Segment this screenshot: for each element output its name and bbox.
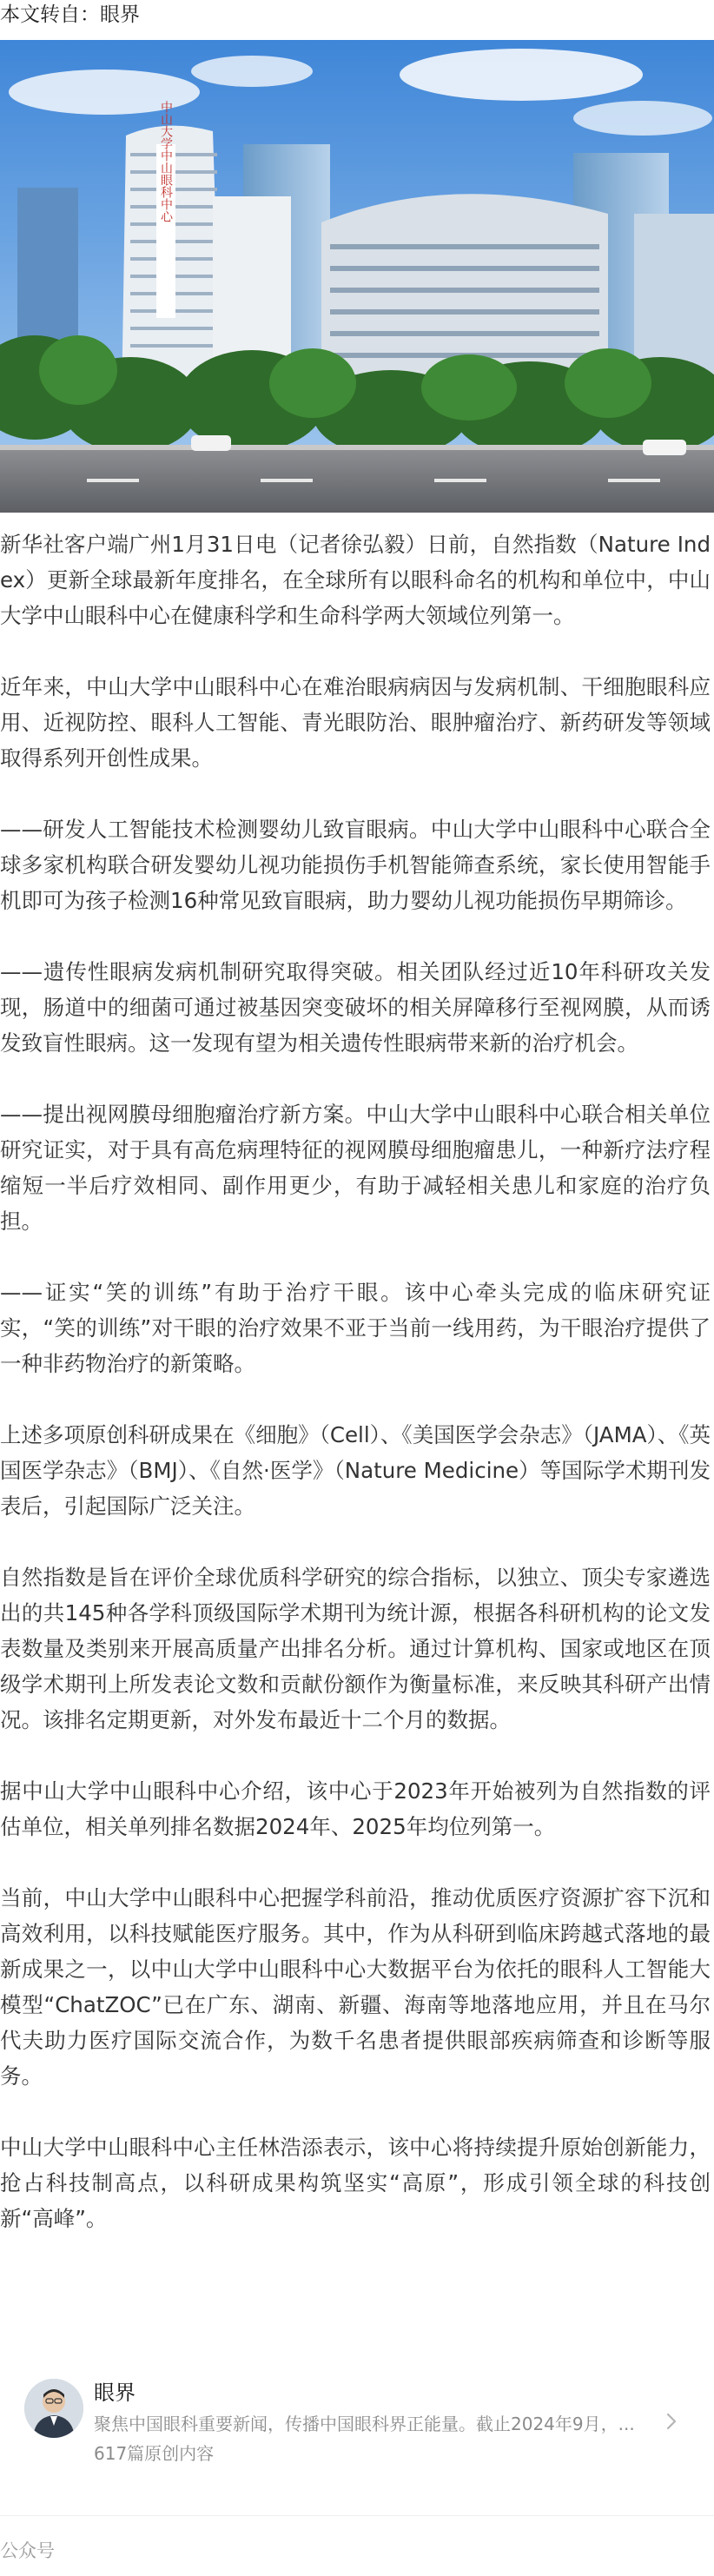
original-article-count: 617篇原创内容 bbox=[94, 2443, 215, 2464]
article-paragraph: ——提出视网膜母细胞瘤治疗新方案。中山大学中山眼科中心联合相关单位研究证实，对于具有高危病理特征的视网膜母细胞瘤患儿，一种新疗法疗程缩短一半后疗效相同、副作用更少，有助于减轻相关患儿和家庭的治疗负担。 bbox=[0, 1102, 711, 1234]
article-paragraph: 自然指数是旨在评价全球优质科学研究的综合指标，以独立、顶尖专家遴选出的共145种各学科顶级国际学术期刊为统计源，根据各科研机构的论文发表数量及类别来开展高质量产出排名分析。通过计算机构、国家或地区在顶级学术期刊上所发表论文数和贡献份额作为衡量标准，来反映其科研产出情况。该排名定期更新，对外发布最近十二个月的数据。 bbox=[0, 1565, 711, 1732]
article-paragraph: 近年来，中山大学中山眼科中心在难治眼病病因与发病机制、干细胞眼科应用、近视防控、眼科人工智能、青光眼防治、眼肿瘤治疗、新药研发等领域取得系列开创性成果。 bbox=[0, 674, 711, 771]
article-paragraph: ——遗传性眼病发病机制研究取得突破。相关团队经过近10年科研攻关发现，肠道中的细菌可通过被基因突变破坏的相关屏障移行至视网膜，从而诱发致盲性眼病。这一发现有望为相关遗传性眼病带来新的治疗机会。 bbox=[0, 959, 711, 1056]
divider bbox=[0, 2515, 714, 2516]
avatar bbox=[24, 2379, 83, 2438]
article-paragraph: 据中山大学中山眼科中心介绍，该中心于2023年开始被列为自然指数的评估单位，相关单列排名数据2024年、2025年均位列第一。 bbox=[0, 1778, 711, 1839]
account-name: 眼界 bbox=[94, 2381, 136, 2405]
account-description: 聚焦中国眼科重要新闻，传播中国眼科界正能量。截止2024年9月，... bbox=[94, 2414, 635, 2434]
chevron-right-icon[interactable] bbox=[662, 2412, 681, 2431]
article-body bbox=[0, 526, 711, 2272]
article-paragraph: ——研发人工智能技术检测婴幼儿致盲眼病。中山大学中山眼科中心联合全球多家机构联合研发婴幼儿视功能损伤手机智能筛查系统，家长使用智能手机即可为孩子检测16种常见致盲眼病，助力婴幼儿视功能损伤早期筛诊。 bbox=[0, 817, 711, 913]
article-paragraph: 当前，中山大学中山眼科中心把握学科前沿，推动优质医疗资源扩容下沉和高效利用，以科技赋能医疗服务。其中，作为从科研到临床跨越式落地的最新成果之一，以中山大学中山眼科中心大数据平台为依托的眼科人工智能大模型“ChatZOC”已在广东、湖南、新疆、海南等地落地应用，并且在马尔代夫助力医疗国际交流合作，为数千名患者提供眼部疾病筛查和诊断等服务。 bbox=[0, 1885, 711, 2089]
article-paragraph: ——证实“笑的训练”有助于治疗干眼。该中心牵头完成的临床研究证实，“笑的训练”对干眼的治疗效果不亚于当前一线用药，为干眼治疗提供了一种非药物治疗的新策略。 bbox=[0, 1280, 711, 1376]
source-attribution: 本文转自：眼界 bbox=[0, 3, 140, 26]
hospital-building-photo bbox=[0, 40, 714, 513]
article-paragraph: 新华社客户端广州1月31日电（记者徐弘毅）日前，自然指数（Nature Index）更新全球最新年度排名，在全球所有以眼科命名的机构和单位中，中山大学中山眼科中心在健康科学和生命科学两大领域位列第一。 bbox=[0, 532, 711, 628]
article-paragraph: 上述多项原创科研成果在《细胞》（Cell）、《美国医学会杂志》（JAMA）、《英国医学杂志》（BMJ）、《自然·医学》（Nature Medicine）等国际学术期刊发表后，引起国际广泛关注。 bbox=[0, 1422, 711, 1519]
building-sign: 中山大学中山眼科中心 bbox=[159, 101, 173, 222]
account-type-label: 公众号 bbox=[0, 2540, 55, 2561]
article-paragraph: 中山大学中山眼科中心主任林浩添表示，该中心将持续提升原始创新能力，抢占科技制高点，以科研成果构筑坚实“高原”，形成引领全球的科技创新“高峰”。 bbox=[0, 2135, 711, 2231]
account-card[interactable] bbox=[17, 2363, 697, 2493]
